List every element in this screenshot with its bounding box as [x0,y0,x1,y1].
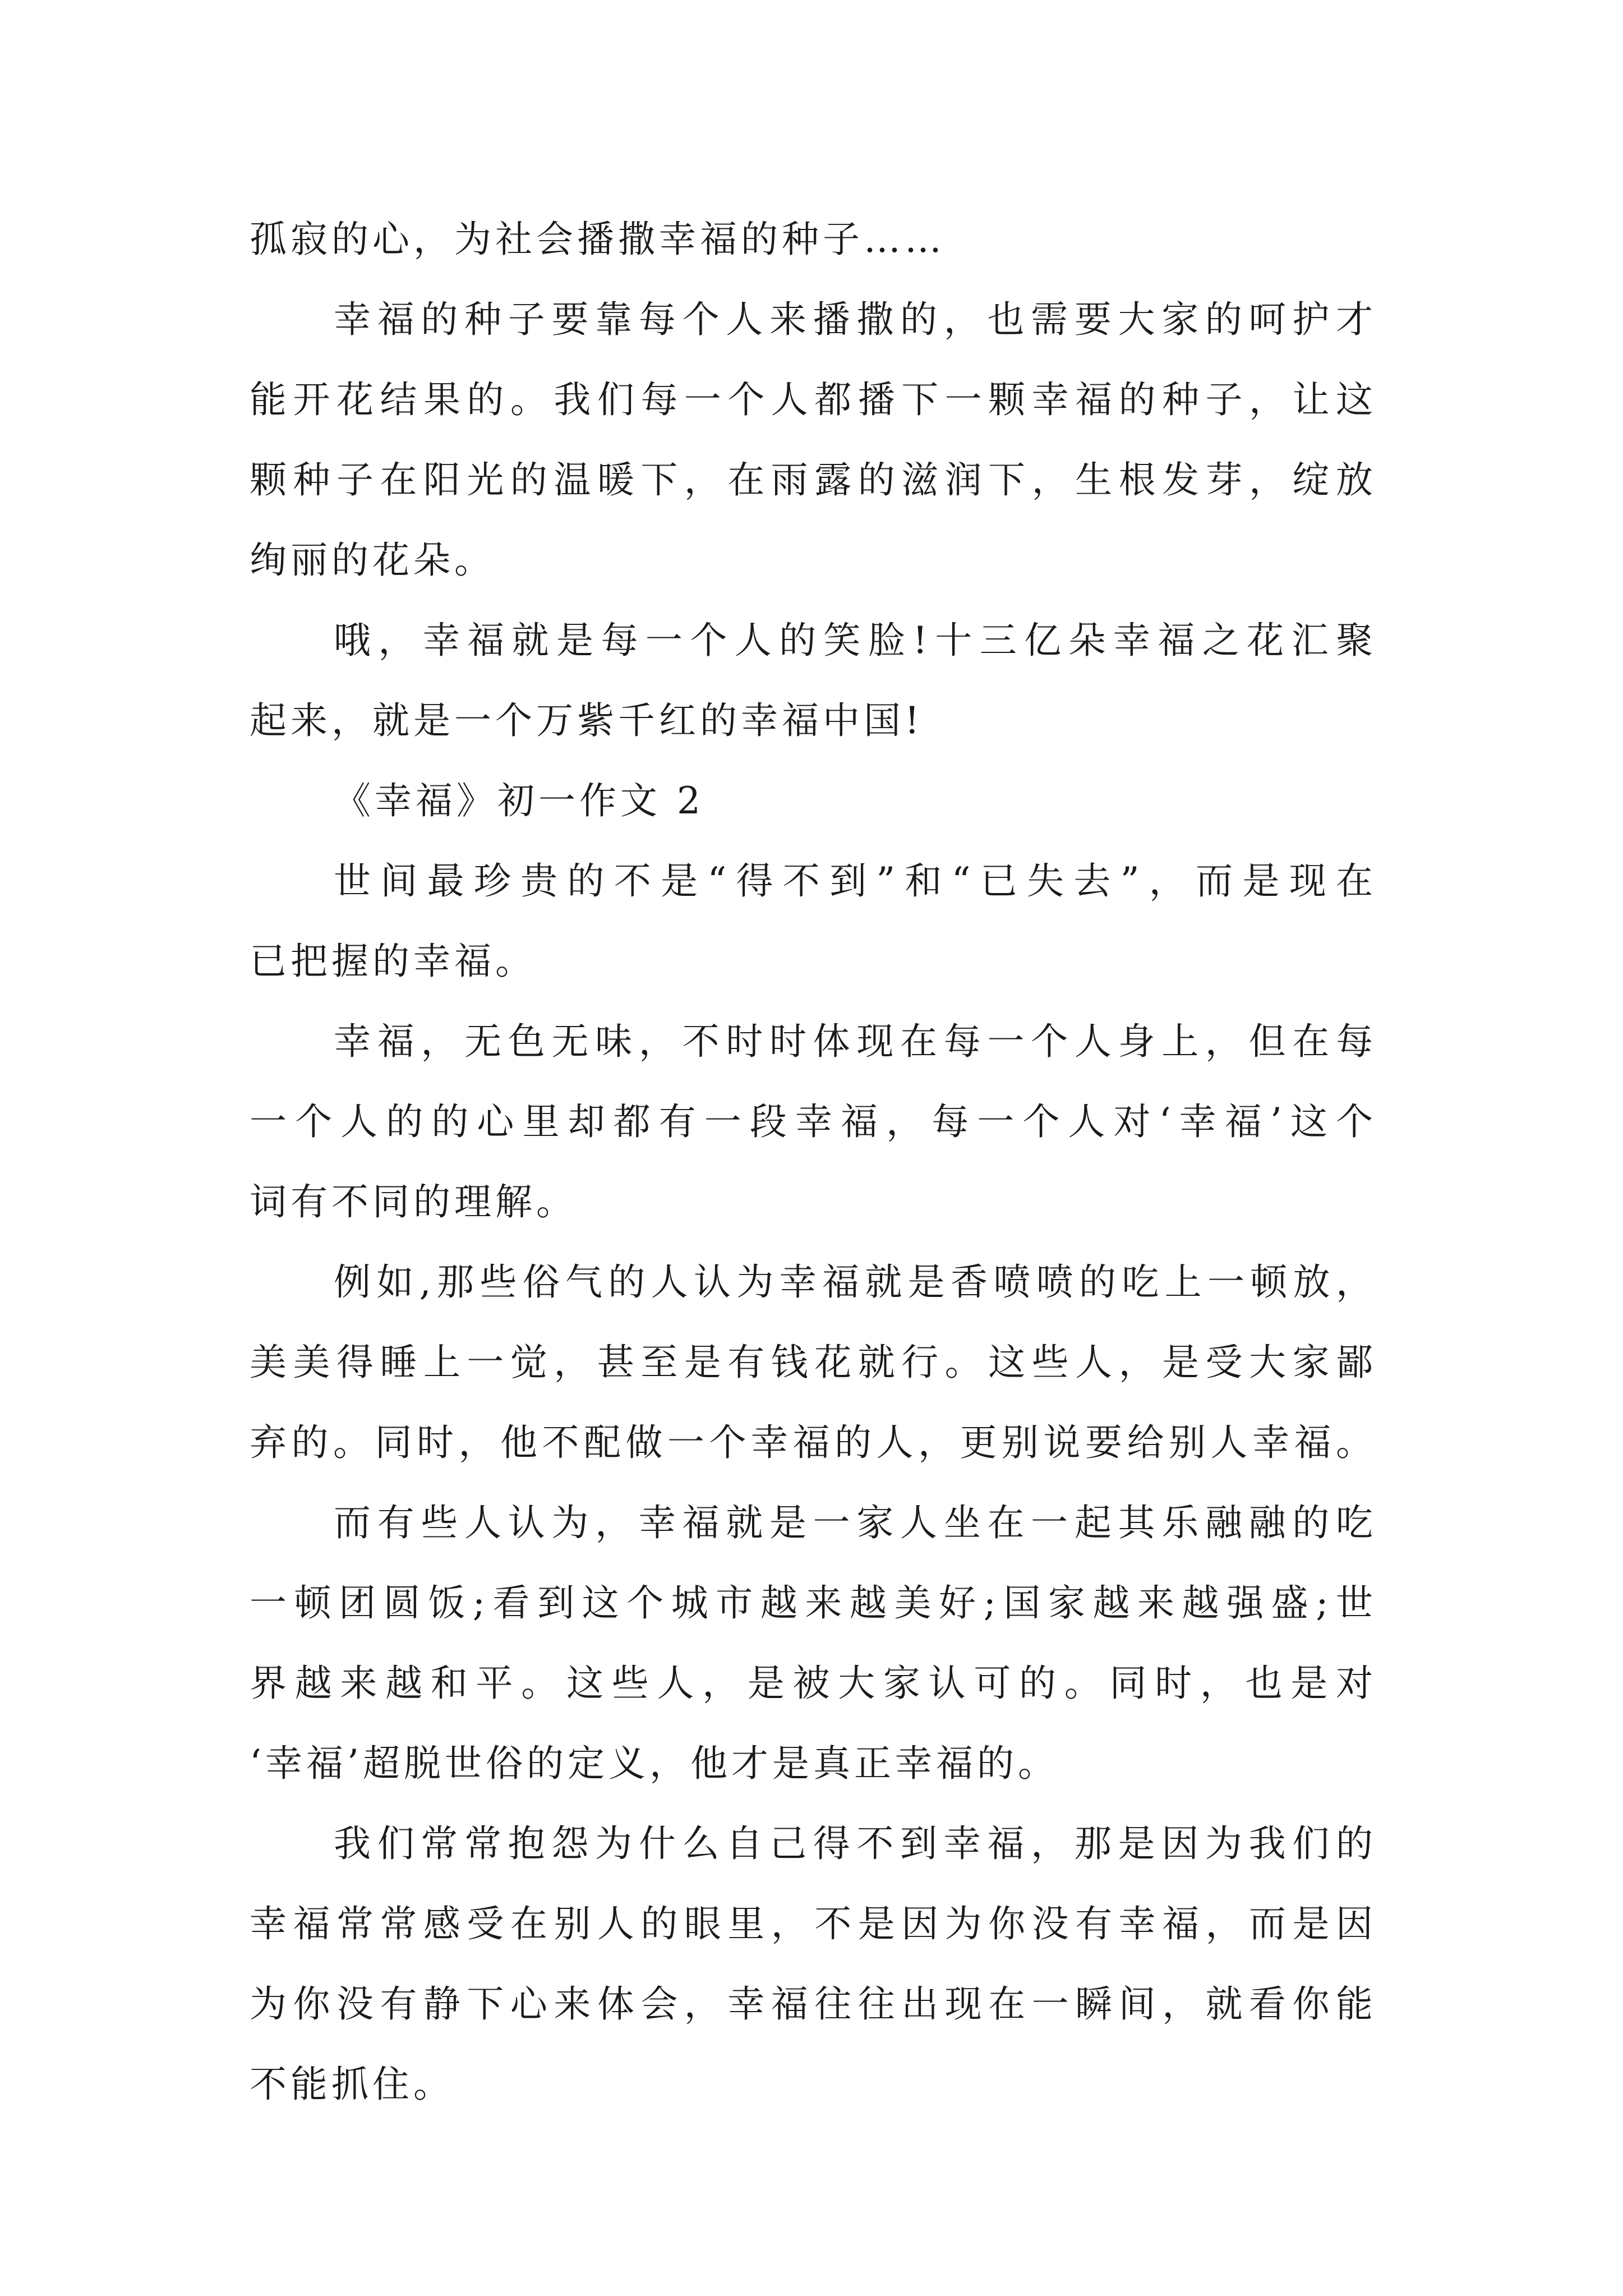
paragraph-line: ‘幸福’超脱世俗的定义，他才是真正幸福的。 [250,1742,1059,1785]
paragraph-line: 美美得睡上一觉，甚至是有钱花就行。这些人，是受大家鄙 [250,1341,1377,1384]
paragraph-line: 起来，就是一个万紫千红的幸福中国! [250,699,924,742]
paragraph-line: 世间最珍贵的不是“得不到”和“已失去”，而是现在 [334,859,1377,903]
paragraph-line: 已把握的幸福。 [250,940,536,983]
paragraph-line: 能开花结果的。我们每一个人都播下一颗幸福的种子，让这 [250,378,1377,421]
paragraph-line: 一个人的的心里却都有一段幸福，每一个人对‘幸福’这个 [250,1100,1377,1143]
paragraph-line: 不能抓住。 [250,2063,454,2106]
paragraph-line: 而有些人认为，幸福就是一家人坐在一起其乐融融的吃 [334,1501,1377,1544]
paragraph-line: 词有不同的理解。 [250,1180,577,1223]
paragraph-line: 例如,那些俗气的人认为幸福就是香喷喷的吃上一顿放， [334,1260,1377,1304]
paragraph-line: 幸福，无色无味，不时时体现在每一个人身上，但在每 [334,1020,1377,1063]
paragraph-line: 为你没有静下心来体会，幸福往往出现在一瞬间，就看你能 [250,1982,1377,2026]
paragraph-line: 幸福常常感受在别人的眼里，不是因为你没有幸福，而是因 [250,1902,1377,1945]
paragraph-line: 一顿团圆饭;看到这个城市越来越美好;国家越来越强盛;世 [250,1581,1377,1625]
paragraph-line: 我们常常抱怨为什么自己得不到幸福，那是因为我们的 [334,1822,1377,1865]
essay-body [250,199,1377,2124]
paragraph-line: 界越来越和平。这些人，是被大家认可的。同时，也是对 [250,1662,1377,1705]
paragraph-line: 幸福的种子要靠每个人来播撒的，也需要大家的呵护才 [334,298,1377,341]
paragraph-line: 弃的。同时，他不配做一个幸福的人，更别说要给别人幸福。 [250,1421,1377,1464]
paragraph-line: 绚丽的花朵。 [250,539,495,582]
essay-title: 《幸福》初一作文 2 [334,779,704,822]
paragraph-line: 颗种子在阳光的温暖下，在雨露的滋润下，生根发芽，绽放 [250,458,1377,501]
paragraph-line: 孤寂的心，为社会播撒幸福的种子…… [250,218,946,261]
paragraph-line: 哦，幸福就是每一个人的笑脸!十三亿朵幸福之花汇聚 [334,619,1377,662]
